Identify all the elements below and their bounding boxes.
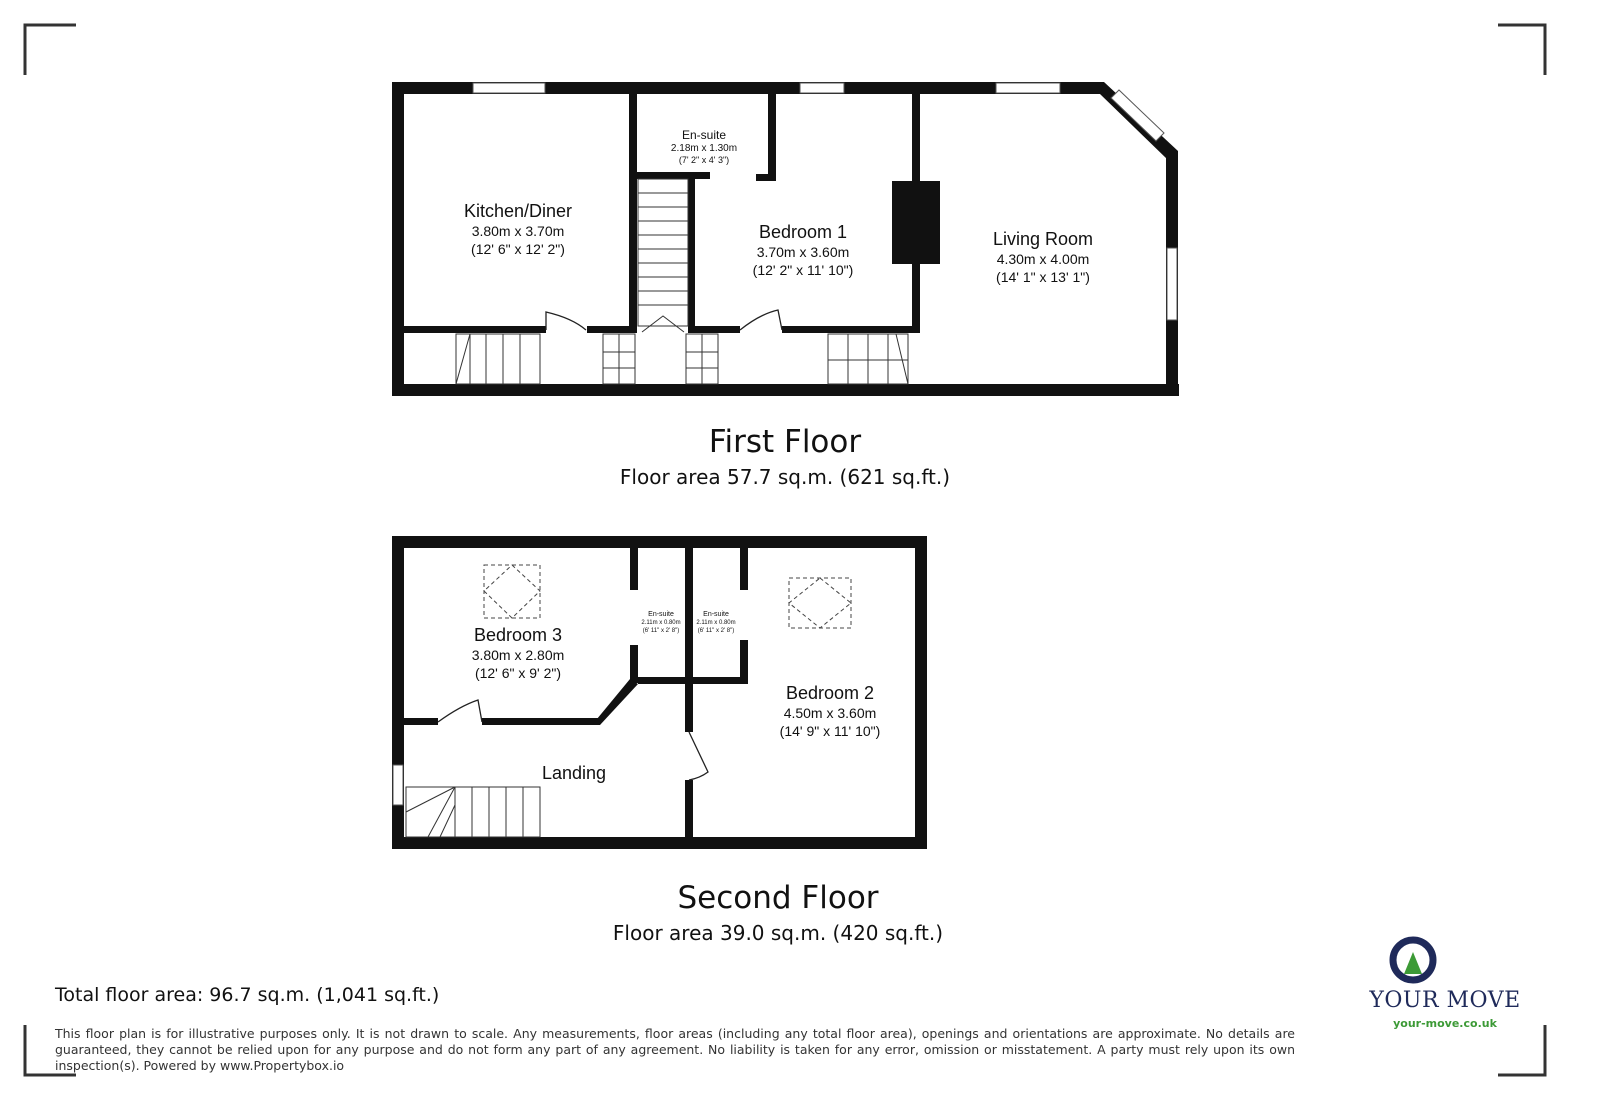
svg-text:(7' 2" x 4' 3"): (7' 2" x 4' 3") xyxy=(678,155,730,165)
second-floor-inner-walls xyxy=(404,548,748,837)
room-bedroom-2 xyxy=(780,683,881,739)
skylights xyxy=(484,565,851,628)
svg-text:(6' 11" x 2' 8"): (6' 11" x 2' 8") xyxy=(697,628,735,634)
svg-text:4.30m x 4.00m: 4.30m x 4.00m xyxy=(996,251,1090,267)
room-kitchen-diner xyxy=(464,201,572,257)
first-floor-area: Floor area 57.7 sq.m. (621 sq.ft.) xyxy=(619,465,951,489)
svg-text:En-suite: En-suite xyxy=(681,128,727,142)
svg-text:(12' 6" x 12' 2"): (12' 6" x 12' 2") xyxy=(471,241,565,257)
svg-text:2.18m x 1.30m: 2.18m x 1.30m xyxy=(670,143,738,154)
svg-text:Bedroom 2: Bedroom 2 xyxy=(785,683,875,703)
first-floor-title: First Floor xyxy=(708,424,862,460)
room-bedroom-1 xyxy=(753,222,854,278)
svg-text:3.70m x 3.60m: 3.70m x 3.60m xyxy=(756,244,850,260)
room-en-suite-left xyxy=(641,611,680,634)
svg-text:En-suite: En-suite xyxy=(648,611,674,618)
brand-url: your-move.co.uk xyxy=(1393,1017,1497,1030)
first-floor-plan xyxy=(392,82,1179,489)
second-floor-windows xyxy=(393,765,403,805)
crop-marks xyxy=(25,25,1545,1075)
brand-name: YOUR MOVE xyxy=(1369,988,1521,1013)
svg-text:Bedroom 3: Bedroom 3 xyxy=(473,625,563,645)
svg-text:(14' 9" x 11' 10"): (14' 9" x 11' 10") xyxy=(779,723,881,739)
brand-block xyxy=(1360,955,1530,1030)
second-floor-title: Second Floor xyxy=(677,880,879,916)
room-bedroom-3 xyxy=(472,625,565,681)
svg-text:2.11m x 0.80m: 2.11m x 0.80m xyxy=(641,620,681,626)
second-floor-area: Floor area 39.0 sq.m. (420 sq.ft.) xyxy=(612,921,944,945)
svg-text:En-suite: En-suite xyxy=(703,611,729,618)
svg-text:(12' 2" x 11' 10"): (12' 2" x 11' 10") xyxy=(752,262,854,278)
svg-text:4.50m x 3.60m: 4.50m x 3.60m xyxy=(783,705,877,721)
svg-text:Living Room: Living Room xyxy=(992,229,1094,249)
svg-text:Kitchen/Diner: Kitchen/Diner xyxy=(463,201,573,221)
room-landing: Landing xyxy=(541,763,607,783)
svg-text:(6' 11" x 2' 8"): (6' 11" x 2' 8") xyxy=(642,628,680,634)
svg-text:Bedroom 1: Bedroom 1 xyxy=(758,222,848,242)
second-floor-plan xyxy=(392,536,943,945)
room-en-suite-right xyxy=(696,611,735,634)
svg-text:2.11m x 0.80m: 2.11m x 0.80m xyxy=(696,620,736,626)
svg-text:(14' 1" x 13' 1"): (14' 1" x 13' 1") xyxy=(996,269,1090,285)
svg-text:(12' 6" x 9' 2"): (12' 6" x 9' 2") xyxy=(474,665,562,681)
second-floor-stairs xyxy=(406,787,540,837)
svg-text:3.80m x 3.70m: 3.80m x 3.70m xyxy=(471,223,565,239)
svg-text:3.80m x 2.80m: 3.80m x 2.80m xyxy=(471,647,565,663)
first-floor-doors xyxy=(546,310,782,330)
room-en-suite-first xyxy=(671,128,737,165)
room-living-room xyxy=(993,229,1093,285)
total-floor-area: Total floor area: 96.7 sq.m. (1,041 sq.ft.) xyxy=(55,984,440,1006)
disclaimer-text: This floor plan is for illustrative purposes only. It is not drawn to scale. Any measurements, floor areas (including any total floor area), openings and orientations are approximate. No details are guaranteed, they cannot be relied upon for any purpose and do not form any part of any agreement. No liability is taken for any error, omission or misstatement. A party must rely upon its own inspection(s). Powered by www.Propertybox.io xyxy=(55,1026,1295,1073)
